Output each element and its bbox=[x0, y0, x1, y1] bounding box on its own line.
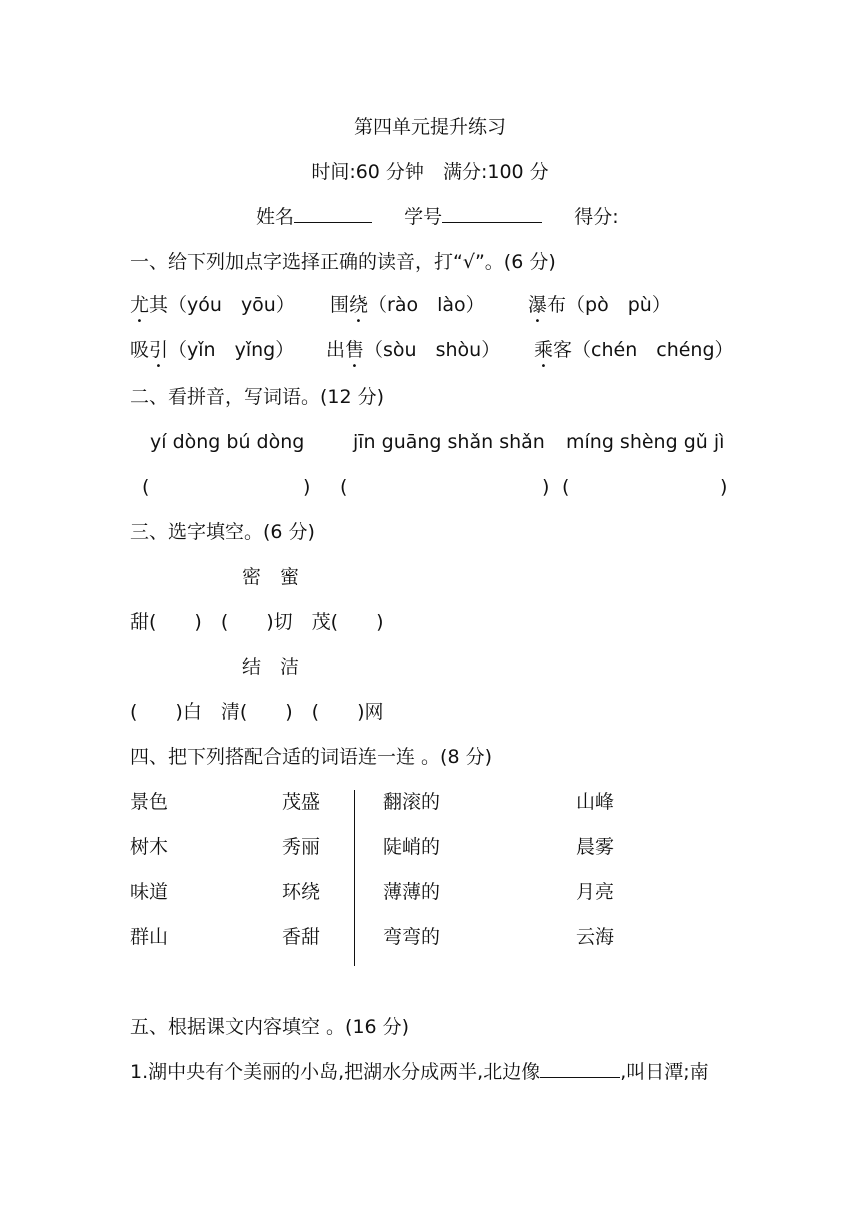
match-word[interactable]: 味道 bbox=[130, 881, 169, 903]
match-word[interactable]: 环绕 bbox=[282, 881, 321, 903]
match-word[interactable]: 月亮 bbox=[576, 881, 615, 903]
answer-paren-open: ( bbox=[142, 476, 150, 498]
pinyin-options[interactable]: （rào lào） bbox=[368, 294, 485, 316]
section-4-heading: 四、把下列搭配合适的词语连一连 。(8 分) bbox=[130, 746, 492, 768]
section-1-heading: 一、给下列加点字选择正确的读音，打“√”。(6 分) bbox=[130, 251, 556, 273]
match-word[interactable]: 翻滚的 bbox=[383, 791, 441, 813]
pinyin-prompt: míng shèng gǔ jì bbox=[566, 431, 725, 453]
q1-answer-blank[interactable] bbox=[540, 1076, 620, 1078]
match-word[interactable]: 山峰 bbox=[576, 791, 615, 813]
full-score: 满分:100 分 bbox=[442, 161, 549, 183]
char-choices: 结 洁 bbox=[242, 656, 300, 678]
match-word[interactable]: 薄薄的 bbox=[383, 881, 441, 903]
s1-item: 尤其（yóu yōu） bbox=[130, 294, 295, 316]
match-word[interactable]: 树木 bbox=[130, 836, 169, 858]
char-choices: 密 蜜 bbox=[242, 566, 300, 588]
match-word[interactable]: 香甜 bbox=[282, 926, 321, 948]
section-5-heading: 五、根据课文内容填空 。(16 分) bbox=[130, 1016, 410, 1038]
match-word[interactable]: 秀丽 bbox=[282, 836, 321, 858]
student-id-label: 学号 bbox=[404, 206, 443, 228]
match-word[interactable]: 晨雾 bbox=[576, 836, 615, 858]
s1-item: 出售（sòu shòu） bbox=[326, 339, 501, 361]
pinyin-options[interactable]: （yǐn yǐng） bbox=[168, 339, 295, 361]
s1-item: 乘客（chén chéng） bbox=[534, 339, 734, 361]
pinyin-options[interactable]: （yóu yōu） bbox=[168, 294, 295, 316]
pinyin-options[interactable]: （pò pù） bbox=[566, 294, 671, 316]
fill-line[interactable]: 甜( ) ( )切 茂( ) bbox=[130, 611, 384, 633]
pinyin-prompt: jīn guāng shǎn shǎn bbox=[353, 431, 545, 453]
section-3-heading: 三、选字填空。(6 分) bbox=[130, 521, 315, 543]
student-id-blank[interactable] bbox=[442, 221, 542, 223]
match-word[interactable]: 景色 bbox=[130, 791, 169, 813]
section-2-heading: 二、看拼音，写词语。(12 分) bbox=[130, 386, 385, 408]
match-word[interactable]: 云海 bbox=[576, 926, 615, 948]
pinyin-prompt: yí dòng bú dòng bbox=[150, 431, 305, 453]
s1-item: 吸引（yǐn yǐng） bbox=[130, 339, 295, 361]
match-word[interactable]: 群山 bbox=[130, 926, 169, 948]
student-info bbox=[256, 208, 619, 227]
answer-paren-close: ) bbox=[303, 476, 311, 498]
s1-item: 围绕（rào lào） bbox=[330, 294, 485, 316]
fill-line[interactable]: ( )白 清( ) ( )网 bbox=[130, 701, 384, 723]
time-limit: 时间:60 分钟 bbox=[311, 161, 424, 183]
answer-paren-open: ( bbox=[562, 476, 570, 498]
answer-paren-open: ( bbox=[340, 476, 348, 498]
pinyin-options[interactable]: （sòu shòu） bbox=[364, 339, 501, 361]
match-word[interactable]: 弯弯的 bbox=[383, 926, 441, 948]
score-label: 得分: bbox=[574, 206, 619, 228]
answer-paren-close: ) bbox=[542, 476, 550, 498]
match-word[interactable]: 茂盛 bbox=[282, 791, 321, 813]
name-blank[interactable] bbox=[294, 221, 372, 223]
pinyin-options[interactable]: （chén chéng） bbox=[572, 339, 734, 361]
answer-paren-close: ) bbox=[720, 476, 728, 498]
match-word[interactable]: 陡峭的 bbox=[383, 836, 441, 858]
exam-info bbox=[0, 163, 860, 182]
name-label: 姓名 bbox=[256, 206, 295, 228]
page-title: 第四单元提升练习 bbox=[353, 116, 506, 138]
s1-item: 瀑布（pò pù） bbox=[528, 294, 671, 316]
column-divider bbox=[354, 790, 355, 966]
question-1: 1.湖中央有个美丽的小岛,把湖水分成两半,北边像 ,叫日潭;南 bbox=[130, 1061, 709, 1083]
